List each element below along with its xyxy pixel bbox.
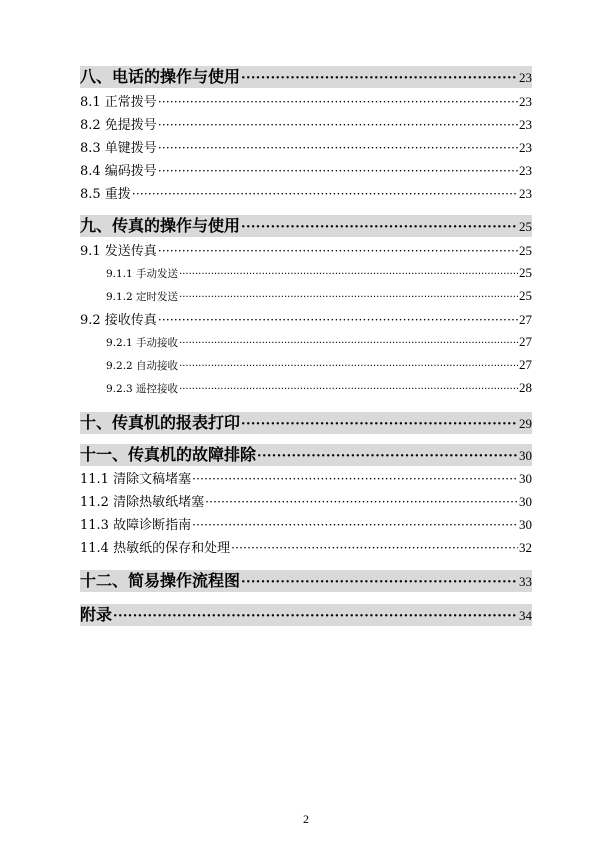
dot-leader (241, 68, 518, 88)
toc-entry-page: 30 (519, 494, 532, 509)
toc-entry-page: 23 (519, 163, 532, 178)
toc-subsection[interactable] (80, 380, 532, 396)
toc-entry-title: 9.2 接收传真 (80, 313, 157, 328)
toc-entry-page: 27 (519, 312, 532, 327)
dot-leader (179, 290, 518, 304)
toc-entry-page: 33 (519, 574, 532, 589)
dot-leader (205, 493, 518, 511)
toc-entry-page: 28 (519, 380, 532, 395)
toc-entry-title: 8.1 正常拨号 (80, 95, 157, 110)
toc-entry-page: 23 (519, 94, 532, 109)
toc-entry-page: 23 (519, 117, 532, 132)
toc-entry-title: 9.2.3 遥控接收 (106, 383, 179, 395)
toc-entry-title: 十一、传真机的故障排除 (80, 445, 257, 464)
toc-entry-title: 十、传真机的报表打印 (80, 413, 241, 432)
dot-leader (113, 606, 518, 626)
dot-leader (241, 217, 518, 237)
dot-leader (231, 539, 518, 557)
dot-leader (179, 382, 518, 396)
toc-entry-page: 25 (519, 243, 532, 258)
toc-entry-title: 8.4 编码拨号 (80, 164, 157, 179)
toc-entry-page: 30 (519, 448, 532, 463)
toc-entry-title: 11.4 热敏纸的保存和处理 (80, 541, 231, 556)
toc-chapter[interactable] (80, 570, 532, 592)
toc-entry-page: 29 (519, 416, 532, 431)
toc-section[interactable] (80, 242, 532, 260)
toc-entry-page: 27 (519, 334, 532, 349)
toc-section[interactable] (80, 93, 532, 111)
toc-entry-title: 附录 (80, 605, 113, 624)
toc-entry-page: 23 (519, 70, 532, 85)
toc-entry-page: 25 (519, 288, 532, 303)
toc-entry-title: 8.2 免提拨号 (80, 118, 157, 133)
toc-entry-page: 32 (519, 540, 532, 555)
dot-leader (192, 516, 518, 534)
toc-entry-title: 9.1.1 手动发送 (106, 268, 179, 280)
dot-leader (179, 267, 518, 281)
dot-leader (158, 162, 518, 180)
toc-section[interactable] (80, 539, 532, 557)
toc-entry-title: 9.2.2 自动接收 (106, 360, 179, 372)
toc-entry-title: 9.1 发送传真 (80, 244, 157, 259)
toc-section[interactable] (80, 516, 532, 534)
dot-leader (179, 359, 518, 373)
toc-section[interactable] (80, 470, 532, 488)
toc-entry-title: 十二、简易操作流程图 (80, 571, 241, 590)
toc-chapter[interactable] (80, 215, 532, 237)
toc-entry-title: 9.2.1 手动接收 (106, 337, 179, 349)
toc-section[interactable] (80, 116, 532, 134)
toc-section[interactable] (80, 185, 532, 203)
toc-entry-title: 九、传真的操作与使用 (80, 216, 241, 235)
dot-leader (132, 185, 518, 203)
toc-section[interactable] (80, 311, 532, 329)
toc-entry-page: 25 (519, 265, 532, 280)
toc-subsection[interactable] (80, 357, 532, 373)
toc-chapter[interactable] (80, 604, 532, 626)
toc-chapter[interactable] (80, 444, 532, 466)
toc-entry-title: 11.1 清除文稿堵塞 (80, 472, 192, 487)
dot-leader (158, 93, 518, 111)
toc-subsection[interactable] (80, 288, 532, 304)
toc-entry-page: 23 (519, 140, 532, 155)
dot-leader (257, 446, 518, 466)
dot-leader (158, 139, 518, 157)
toc-section[interactable] (80, 162, 532, 180)
toc-chapter[interactable] (80, 66, 532, 88)
toc-entry-title: 11.2 清除热敏纸堵塞 (80, 495, 205, 510)
dot-leader (158, 116, 518, 134)
toc-section[interactable] (80, 493, 532, 511)
toc-entry-title: 11.3 故障诊断指南 (80, 518, 192, 533)
dot-leader (192, 470, 518, 488)
toc-subsection[interactable] (80, 265, 532, 281)
toc-entry-page: 30 (519, 471, 532, 486)
toc-entry-title: 9.1.2 定时发送 (106, 291, 179, 303)
toc-entry-title: 8.3 单键拨号 (80, 141, 157, 156)
toc-entry-page: 23 (519, 186, 532, 201)
toc-entry-page: 34 (519, 608, 532, 623)
dot-leader (241, 414, 518, 434)
toc-subsection[interactable] (80, 334, 532, 350)
dot-leader (179, 336, 518, 350)
toc-chapter[interactable] (80, 412, 532, 434)
toc-entry-title: 八、电话的操作与使用 (80, 67, 241, 86)
toc-entry-page: 27 (519, 357, 532, 372)
toc-entry-title: 8.5 重拨 (80, 187, 131, 202)
toc-entry-page: 30 (519, 517, 532, 532)
toc-entry-page: 25 (519, 219, 532, 234)
page-number: 2 (303, 812, 309, 826)
dot-leader (158, 242, 518, 260)
dot-leader (158, 311, 518, 329)
toc-section[interactable] (80, 139, 532, 157)
dot-leader (241, 572, 518, 592)
